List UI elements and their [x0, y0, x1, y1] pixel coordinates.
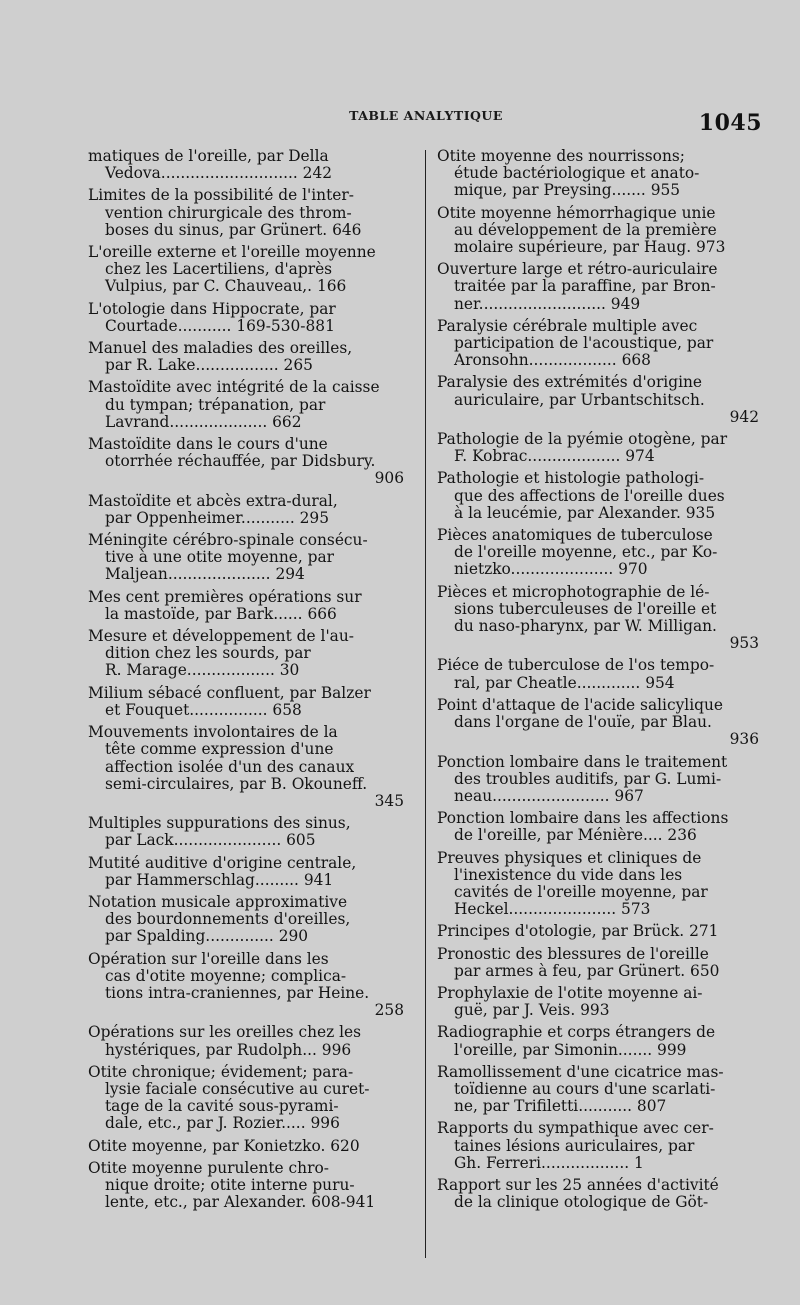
index-entry-line: participation de l'acoustique, par	[454, 335, 714, 353]
index-entry-line: Pathologie et histologie pathologi-	[437, 470, 705, 488]
index-entry-line: Radiographie et corps étrangers de	[437, 1024, 716, 1042]
index-entry-line: par Hammerschlag......... 941	[105, 871, 334, 889]
index-entry-line: affection isolée d'un des canaux	[105, 758, 355, 776]
index-entry-line: de l'oreille moyenne, etc., par Ko-	[454, 544, 718, 562]
index-entry-line: taines lésions auriculaires, par	[454, 1137, 695, 1155]
index-entry-line: R. Marage.................. 30	[105, 662, 300, 680]
index-entry	[437, 431, 759, 465]
index-entry-line: F. Kobrac................... 974	[454, 448, 655, 466]
index-entry	[88, 951, 404, 1020]
index-entry	[88, 1024, 404, 1058]
index-entry	[437, 985, 759, 1019]
index-entry	[437, 810, 759, 844]
index-entry-line: Notation musicale approximative	[88, 893, 348, 911]
index-entry-line: Pièces et microphotographie de lé-	[437, 583, 710, 601]
index-entry	[437, 1177, 759, 1211]
index-entry-line: Limites de la possibilité de l'inter-	[88, 187, 354, 205]
index-entry	[88, 628, 404, 680]
index-entry-line: traitée par la paraffine, par Bron-	[454, 278, 716, 296]
index-entry	[437, 697, 759, 749]
index-entry-line: et Fouquet................ 658	[105, 701, 302, 719]
index-entry-line: des troubles auditifs, par G. Lumi-	[454, 770, 722, 788]
index-entry	[88, 685, 404, 719]
index-entry-line: Heckel...................... 573	[454, 901, 651, 919]
index-entry-line: 906	[374, 470, 404, 488]
index-entry-line: chez les Lacertiliens, d'après	[105, 261, 333, 279]
index-entry	[437, 527, 759, 579]
index-entry-line: ne, par Trifiletti........... 807	[454, 1098, 667, 1116]
column-divider	[425, 150, 426, 1258]
index-entry	[437, 657, 759, 691]
index-entry-line: guë, par J. Veis. 993	[454, 1002, 610, 1020]
index-entry-line: Otite moyenne des nourrissons;	[437, 148, 685, 165]
index-entry	[88, 148, 404, 182]
index-entry	[437, 1024, 759, 1058]
index-entry	[437, 318, 759, 370]
page-number: 1045	[698, 110, 762, 136]
index-entry-line: lente, etc., par Alexander. 608-941	[105, 1194, 376, 1212]
index-entry-line: dition chez les sourds, par	[105, 645, 311, 663]
index-entry-line: Rapport sur les 25 années d'activité	[437, 1176, 719, 1194]
index-entry-line: Ouverture large et rétro-auriculaire	[437, 261, 718, 279]
index-entry	[88, 1160, 404, 1212]
index-entry-line: 258	[374, 1002, 404, 1020]
index-entry	[88, 244, 404, 296]
index-entry	[437, 1064, 759, 1116]
index-entry	[88, 187, 404, 239]
index-entry-line: Manuel des maladies des oreilles,	[88, 340, 353, 358]
index-entry	[88, 724, 404, 810]
index-entry-line: cavités de l'oreille moyenne, par	[454, 883, 708, 901]
index-entry-line: L'oreille externe et l'oreille moyenne	[88, 244, 376, 262]
index-entry	[88, 379, 404, 431]
index-entry-line: Mutité auditive d'origine centrale,	[88, 854, 357, 872]
index-entry-line: Mes cent premières opérations sur	[88, 588, 362, 606]
index-entry-line: neau........................ 967	[454, 787, 644, 805]
index-entry-line: Mastoïdite et abcès extra-dural,	[88, 492, 338, 510]
index-column-left	[88, 148, 404, 1216]
index-entry	[437, 923, 759, 940]
index-entry-line: ner.......................... 949	[454, 295, 641, 313]
index-entry-line: la mastoïde, par Bark...... 666	[105, 605, 337, 623]
index-entry-line: nietzko..................... 970	[454, 561, 648, 579]
index-entry-line: auriculaire, par Urbantschitsch.	[454, 391, 705, 409]
index-entry-line: Rapports du sympathique avec cer-	[437, 1120, 714, 1138]
index-column-right	[437, 148, 759, 1216]
index-entry-line: mique, par Preysing....... 955	[454, 182, 681, 200]
index-entry-line: Ramollissement d'une cicatrice mas-	[437, 1063, 724, 1081]
index-entry-line: hystériques, par Rudolph... 996	[105, 1041, 352, 1059]
running-title: TABLE ANALYTIQUE	[349, 108, 503, 123]
index-entry-line: Opérations sur les oreilles chez les	[88, 1024, 362, 1042]
index-entry-line: 936	[729, 731, 759, 749]
index-entry-line: au développement de la première	[454, 221, 717, 239]
index-entry-line: tête comme expression d'une	[105, 741, 334, 759]
index-entry-line: Gh. Ferreri.................. 1	[454, 1154, 644, 1172]
index-entry-line: Mesure et développement de l'au-	[88, 628, 354, 646]
index-entry-line: Paralysie des extrémités d'origine	[437, 374, 703, 392]
index-entry	[88, 1138, 404, 1155]
index-entry-line: Ponction lombaire dans le traitement	[437, 753, 728, 771]
index-entry-line: l'inexistence du vide dans les	[454, 866, 683, 884]
index-entry	[88, 894, 404, 946]
index-entry-line: lysie faciale consécutive au curet-	[105, 1080, 370, 1098]
index-entry-line: par Oppenheimer........... 295	[105, 509, 330, 527]
index-entry-line: 345	[374, 792, 404, 810]
index-entry-line: nique droite; otite interne puru-	[105, 1176, 355, 1194]
index-entry-line: Otite chronique; évidement; para-	[88, 1063, 354, 1081]
index-entry-line: Pathologie de la pyémie otogène, par	[437, 431, 728, 449]
index-entry-line: toïdienne au cours d'une scarlati-	[454, 1080, 716, 1098]
index-entry-line: Principes d'otologie, par Brück. 271	[437, 923, 719, 941]
index-entry-line: à la leucémie, par Alexander. 935	[454, 504, 716, 522]
index-entry	[437, 205, 759, 257]
index-entry-line: vention chirurgicale des throm-	[105, 204, 352, 222]
index-entry	[88, 589, 404, 623]
index-entry-line: Aronsohn.................. 668	[454, 352, 651, 370]
index-entry-line: 942	[729, 408, 759, 426]
index-entry-line: Milium sébacé confluent, par Balzer	[88, 684, 371, 702]
index-entry-line: de la clinique otologique de Göt-	[454, 1194, 709, 1212]
index-entry-line: de l'oreille, par Ménière.... 236	[454, 827, 697, 845]
index-entry	[437, 261, 759, 313]
index-entry	[437, 374, 759, 426]
index-entry-line: Piéce de tuberculose de l'os tempo-	[437, 657, 715, 675]
index-entry-line: semi-circulaires, par B. Okouneff.	[105, 775, 368, 793]
index-entry-line: du tympan; trépanation, par	[105, 396, 326, 414]
index-entry-line: Pièces anatomiques de tuberculose	[437, 527, 713, 545]
index-entry-line: ral, par Cheatle............. 954	[454, 674, 675, 692]
index-entry-line: dale, etc., par J. Rozier..... 996	[105, 1115, 340, 1133]
index-entry-line: Mastoïdite avec intégrité de la caisse	[88, 379, 380, 397]
index-entry-line: Méningite cérébro-spinale consécu-	[88, 532, 368, 550]
index-entry-line: par Spalding.............. 290	[105, 928, 309, 946]
index-entry-line: Lavrand.................... 662	[105, 413, 302, 431]
index-entry-line: otorrhée réchauffée, par Didsbury.	[105, 453, 376, 471]
index-entry	[88, 436, 404, 488]
index-entry-line: des bourdonnements d'oreilles,	[105, 911, 351, 929]
index-entry	[88, 532, 404, 584]
index-entry	[88, 493, 404, 527]
index-entry	[88, 340, 404, 374]
index-entry-line: 953	[729, 635, 759, 653]
index-entry-line: Paralysie cérébrale multiple avec	[437, 317, 698, 335]
index-entry	[437, 946, 759, 980]
index-entry-line: molaire supérieure, par Haug. 973	[454, 239, 726, 257]
index-entry	[88, 815, 404, 849]
index-entry-line: Point d'attaque de l'acide salicylique	[437, 696, 724, 714]
index-entry-line: L'otologie dans Hippocrate, par	[88, 300, 336, 318]
index-entry-line: dans l'organe de l'ouïe, par Blau.	[454, 714, 712, 732]
index-entry-line: Vulpius, par C. Chauveau,. 166	[105, 278, 347, 296]
index-entry	[88, 301, 404, 335]
index-entry	[437, 148, 759, 200]
index-entry-line: Ponction lombaire dans les affections	[437, 810, 729, 828]
index-entry-line: Mastoïdite dans le cours d'une	[88, 436, 328, 454]
index-entry	[437, 850, 759, 919]
index-entry-line: Otite moyenne, par Konietzko. 620	[88, 1137, 360, 1155]
index-entry	[437, 470, 759, 522]
index-entry-line: Maljean..................... 294	[105, 566, 305, 584]
index-entry-line: Mouvements involontaires de la	[88, 724, 338, 742]
index-entry-line: Preuves physiques et cliniques de	[437, 849, 702, 867]
index-entry-line: tive à une otite moyenne, par	[105, 549, 335, 567]
index-entry-line: cas d'otite moyenne; complica-	[105, 967, 347, 985]
index-entry-line: Courtade........... 169-530-881	[105, 317, 335, 335]
index-entry-line: tage de la cavité sous-pyrami-	[105, 1098, 339, 1116]
index-entry-line: Otite moyenne hémorrhagique unie	[437, 204, 716, 222]
index-entry-line: Pronostic des blessures de l'oreille	[437, 945, 709, 963]
index-entry	[437, 754, 759, 806]
index-entry-line: du naso-pharynx, par W. Milligan.	[454, 618, 717, 636]
index-entry	[437, 584, 759, 653]
index-entry-line: par armes à feu, par Grünert. 650	[454, 962, 720, 980]
index-entry	[88, 855, 404, 889]
index-entry-line: boses du sinus, par Grünert. 646	[105, 221, 362, 239]
index-entry-line: Prophylaxie de l'otite moyenne ai-	[437, 984, 703, 1002]
index-entry-line: que des affections de l'oreille dues	[454, 487, 725, 505]
index-entry-line: Multiples suppurations des sinus,	[88, 815, 351, 833]
index-entry	[437, 1120, 759, 1172]
index-entry-line: Vedova............................ 242	[105, 165, 333, 183]
index-entry-line: par R. Lake................. 265	[105, 357, 313, 375]
index-entry-line: Opération sur l'oreille dans les	[88, 950, 329, 968]
index-entry-line: Otite moyenne purulente chro-	[88, 1159, 329, 1177]
index-entry-line: matiques de l'oreille, par Della	[88, 148, 329, 165]
index-entry	[88, 1064, 404, 1133]
index-entry-line: étude bactériologique et anato-	[454, 165, 700, 183]
index-entry-line: par Lack...................... 605	[105, 832, 316, 850]
index-entry-line: tions intra-craniennes, par Heine.	[105, 984, 370, 1002]
index-entry-line: sions tuberculeuses de l'oreille et	[454, 600, 717, 618]
index-entry-line: l'oreille, par Simonin....... 999	[454, 1041, 687, 1059]
